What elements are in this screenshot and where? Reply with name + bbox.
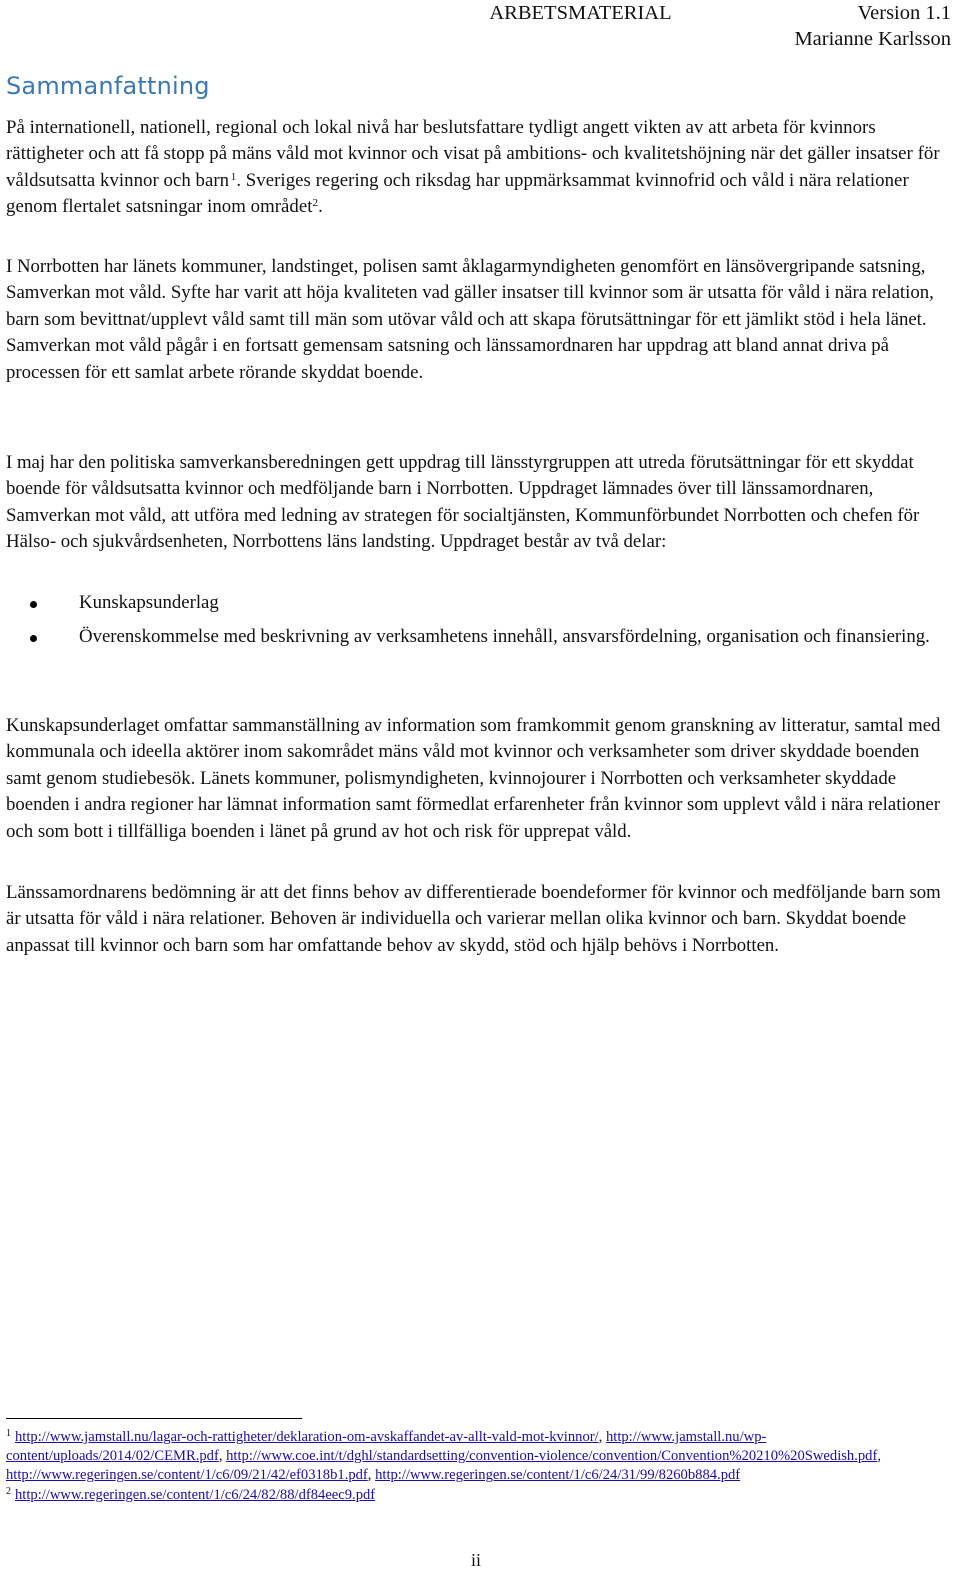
paragraph-2: I Norrbotten har länets kommuner, landstinget, polisen samt åklagarmyndigheten genomfört en länsövergripande satsning, Samverkan mot våld. Syfte har varit att höja kvaliteten vad gäller insatser till kvinnor som är utsatta för våld i nära relation, barn som bevittnat/upplevt våld samt till män som utövar våld och att skapa förutsättningar för ett jämlikt stöd i hela länet. Samverkan mot våld pågår i en fortsatt gemensam satsning och länssamordnaren har uppdrag att bland annat driva på processen för ett samlat arbete rörande skyddat boende. <box>6 256 934 383</box>
footnote-1-number: 1 <box>6 1428 11 1439</box>
footnote-separator: , <box>598 1429 606 1445</box>
page-number: ii <box>471 1550 482 1570</box>
paragraph-1-text-a: På internationell, nationell, regional och lokal nivå har beslutsfattare tydligt angett vikten av att arbeta för kvinnors rättigheter och att få stopp på mäns våld mot kvinnor och visat på ambitions- och kvalitetshöjning när det gäller insatser för våldsutsatta kvinnor och barn <box>6 117 940 191</box>
bullet-item-text: Kunskapsunderlag <box>79 592 219 613</box>
paragraph-1 <box>6 115 950 221</box>
page-header <box>489 0 951 52</box>
footnote-ref-1[interactable]: 1 <box>230 170 237 183</box>
header-tag: ARBETSMATERIAL <box>489 2 672 24</box>
paragraph-1-text-c: . <box>318 196 323 218</box>
paragraph-1-text-b: . Sveriges regering och riksdag har uppmärksammat kvinnofrid och våld i nära relationer genom flertalet satsningar inom området <box>6 169 909 218</box>
paragraph-5: Länssamordnarens bedömning är att det finns behov av differentierade boendeformer för kvinnor och medföljande barn som är utsatta för våld i nära relationer. Behoven är individuella och varierar mellan olika kvinnor och barn. Skyddat boende anpassat till kvinnor och barn som har omfattande behov av skydd, stöd och hjälp behövs i Norrbotten. <box>6 882 941 956</box>
footnote-link[interactable]: http://www.regeringen.se/content/1/c6/24/31/99/8260b884.pdf <box>375 1467 741 1484</box>
bullet-item <box>6 590 950 616</box>
footnote-link[interactable]: http://www.jamstall.nu/wp-content/uploads/2014/02/CEMR.pdf <box>6 1429 767 1465</box>
header-author: Marianne Karlsson <box>794 28 951 50</box>
paragraph-4: Kunskapsunderlaget omfattar sammanställning av information som framkommit genom granskning av litteratur, samtal med kommunala och ideella aktörer inom sakområdet mäns våld mot kvinnor och verksamheter som driver skyddade boenden samt genom studiebesök. Länets kommuner, polismyndigheten, kvinnojourer i Norrbotten och verksamheter skyddade boenden i andra regioner har lämnat information samt förmedlat erfarenheter från kvinnor som upplevt våld i nära relationer och som bott i tillfälliga boenden i länet på grund av hot och risk för upprepat våld. <box>6 715 941 842</box>
footnote-separator: , <box>218 1448 227 1465</box>
bullet-list <box>6 590 950 659</box>
footnote-link[interactable]: http://www.jamstall.nu/lagar-och-rattigheter/deklaration-om-avskaffandet-av-allt-vald-mot-kvinnor/ <box>15 1429 599 1445</box>
bullet-dot-icon <box>30 601 37 608</box>
footnote-ref-2[interactable]: 2 <box>312 197 319 210</box>
footnote-link[interactable]: http://www.regeringen.se/content/1/c6/09/21/42/ef0318b1.pdf <box>6 1467 368 1484</box>
footnote-link[interactable]: http://www.coe.int/t/dghl/standardsetting/convention-violence/convention/Convention%20210%20Swedish.pdf <box>226 1448 878 1465</box>
header-version: Version 1.1 <box>857 2 951 24</box>
footnote-separator: , <box>877 1448 881 1465</box>
footnote-2-number: 2 <box>6 1485 11 1497</box>
footnote-separator: , <box>367 1467 376 1484</box>
footnote-1 <box>6 1428 950 1486</box>
footnotes <box>6 1428 950 1505</box>
footnote-2 <box>6 1486 950 1505</box>
bullet-item-text: Överenskommelse med beskrivning av verksamhetens innehåll, ansvarsfördelning, organisation och finansiering. <box>79 626 930 648</box>
footnote-link[interactable]: http://www.regeringen.se/content/1/c6/24/82/88/df84eec9.pdf <box>15 1486 376 1503</box>
footnote-divider <box>6 1418 302 1419</box>
bullet-dot-icon <box>30 635 37 642</box>
bullet-item <box>6 624 950 650</box>
section-title: Sammanfattning <box>6 72 210 100</box>
paragraph-3: I maj har den politiska samverkansberedningen gett uppdrag till länsstyrgruppen att utreda förutsättningar för ett skyddat boende för våldsutsatta kvinnor och medföljande barn i Norrbotten. Uppdraget lämnades över till länssamordnaren, Samverkan mot våld, att utföra med ledning av strategen för socialtjänsten, Kommunförbundet Norrbotten och chefen för Hälso- och sjukvårdsenheten, Norrbottens läns landsting. Uppdraget består av två delar: <box>6 452 920 553</box>
